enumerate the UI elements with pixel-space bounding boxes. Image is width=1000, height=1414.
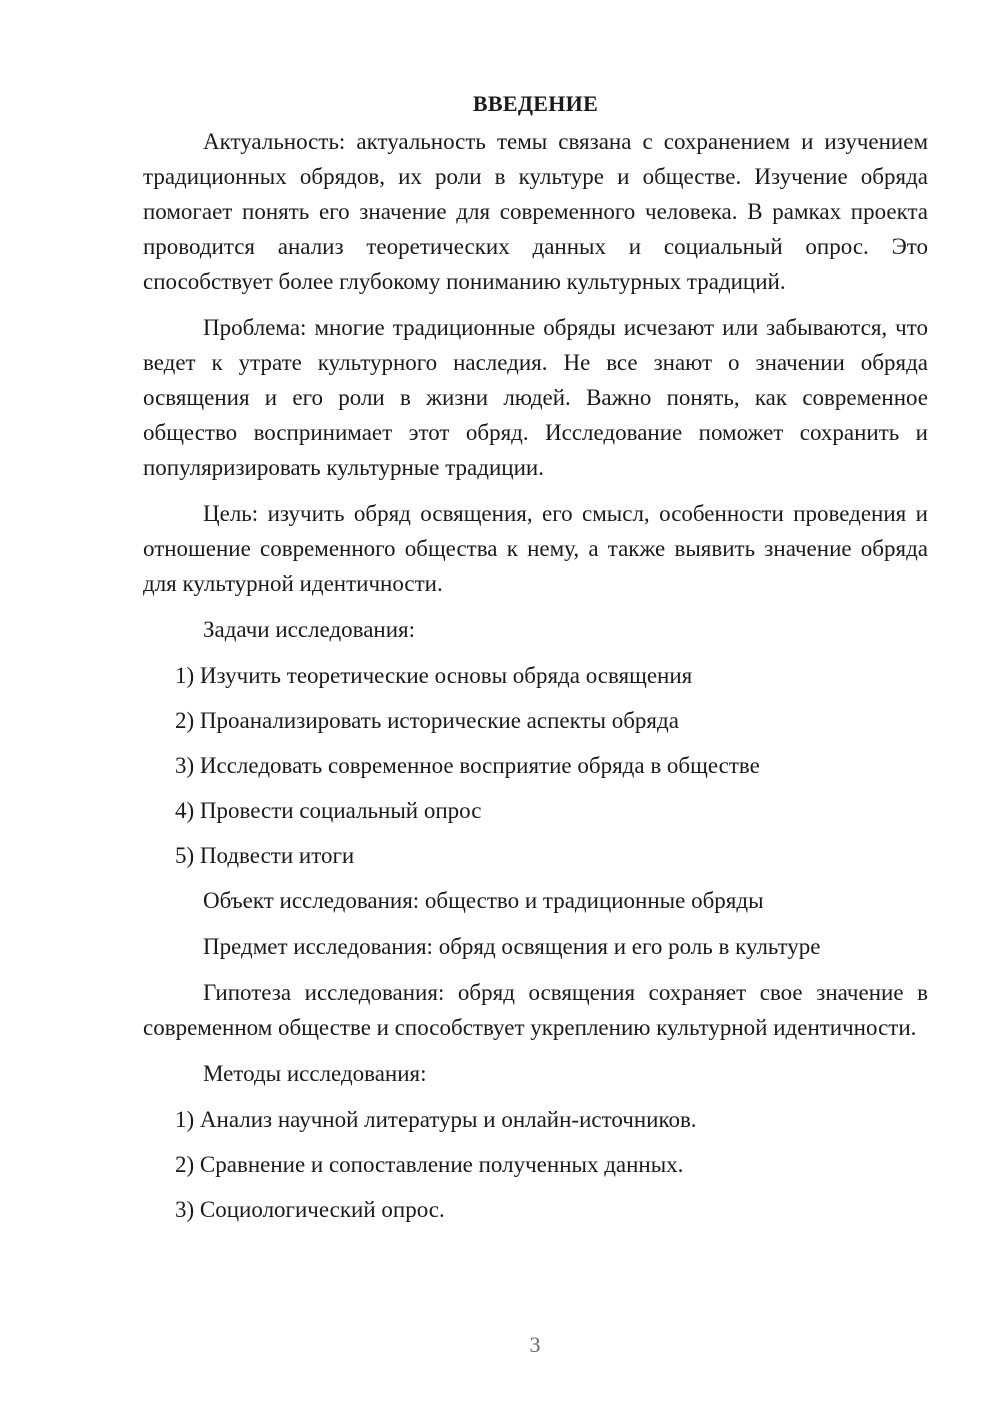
research-hypothesis: Гипотеза исследования: обряд освящения сохраняет свое значение в современном обществе и способствует укреплению культурной идентичности. (143, 980, 928, 1040)
paragraph-goal: Цель: изучить обряд освящения, его смысл, особенности проведения и отношение современного общества к нему, а также выявить значение обряда для культурной идентичности. (143, 501, 928, 596)
page-number: 3 (529, 1332, 541, 1357)
tasks-heading: Задачи исследования: (203, 617, 416, 642)
paragraph-relevance: Актуальность: актуальность темы связана с сохранением и изучением традиционных обрядов, их роли в культуре и обществе. Изучение обряда помогает понять его значение для современного человека. В рамках проекта проводится анализ теоретических данных и социальный опрос. Это способствует более глубокому пониманию культурных традиций. (143, 129, 928, 294)
research-object: Объект исследования: общество и традиционные обряды (203, 888, 764, 913)
list-item: 2) Проанализировать исторические аспекты обряда (175, 708, 679, 733)
methods-heading: Методы исследования: (203, 1061, 427, 1086)
list-item: 1) Анализ научной литературы и онлайн-источников. (175, 1107, 697, 1132)
list-item: 3) Исследовать современное восприятие обряда в обществе (175, 753, 760, 778)
page-content (143, 90, 928, 1237)
list-item: 5) Подвести итоги (175, 843, 355, 868)
page-title: ВВЕДЕНИЕ (472, 91, 599, 116)
list-item: 1) Изучить теоретические основы обряда освящения (175, 663, 693, 688)
methods-list (143, 1102, 928, 1227)
paragraph-problem: Проблема: многие традиционные обряды исчезают или забываются, что ведет к утрате культурного наследия. Не все знают о значении обряда освящения и его роли в жизни людей. Важно понять, как современное общество воспринимает этот обряд. Исследование поможет сохранить и популяризировать культурные традиции. (143, 315, 928, 480)
list-item: 4) Провести социальный опрос (175, 798, 482, 823)
list-item: 3) Социологический опрос. (175, 1197, 445, 1222)
research-subject: Предмет исследования: обряд освящения и его роль в культуре (203, 934, 821, 959)
tasks-list (143, 658, 928, 873)
list-item: 2) Сравнение и сопоставление полученных данных. (175, 1152, 684, 1177)
